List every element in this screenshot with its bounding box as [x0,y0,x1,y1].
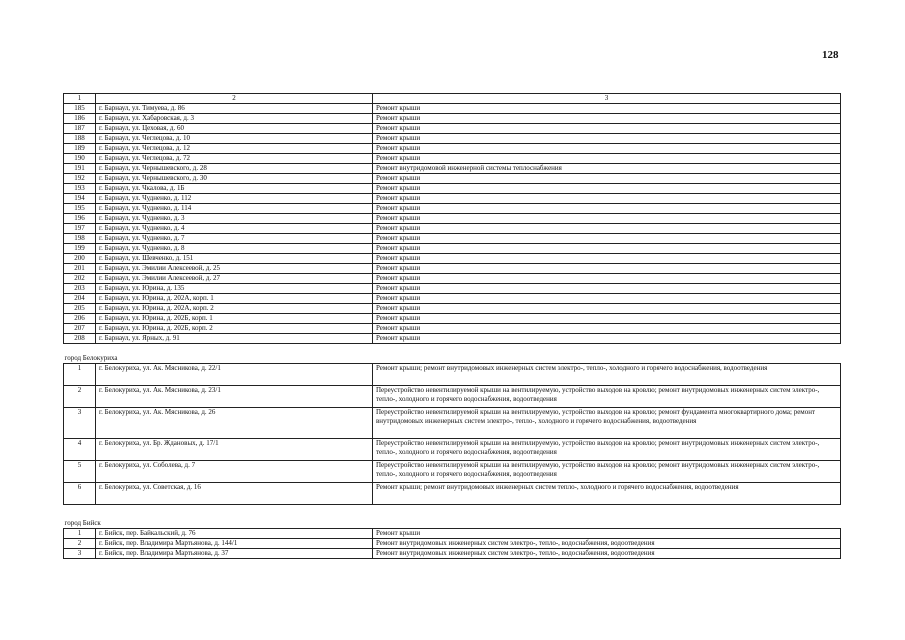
row-address: г. Барнаул, ул. Юрина, д. 202Б, корп. 2 [96,324,373,334]
row-address: г. Барнаул, ул. Чудненко, д. 8 [96,244,373,254]
row-address: г. Барнаул, ул. Хабаровская, д. 3 [96,114,373,124]
row-address: г. Барнаул, ул. Чудненко, д. 7 [96,234,373,244]
row-work-type: Ремонт крыши [373,324,841,334]
column-header-3: 3 [373,94,841,104]
table-row [64,408,841,439]
row-number: 200 [64,254,96,264]
row-work-type: Ремонт крыши [373,124,841,134]
row-address: г. Барнаул, ул. Цеховая, д. 60 [96,124,373,134]
row-work-type: Ремонт крыши [373,274,841,284]
table-row [64,164,841,174]
row-number: 186 [64,114,96,124]
row-address: г. Барнаул, ул. Чудненко, д. 114 [96,204,373,214]
table-row [64,144,841,154]
row-work-type: Переустройство невентилируемой крыши на вентилируемую, устройство выходов на кровлю; ремонт внутридомовых инженерных систем электро-, тепло-, холодного и горячего водоснабжения, водоотведения [373,439,841,461]
table-row [64,274,841,284]
row-work-type: Ремонт крыши [373,304,841,314]
row-address: г. Белокуриха, ул. Советская, д. 16 [96,483,373,505]
row-address: г. Бийск, пер. Владимира Мартьянова, д. 144/1 [96,539,373,549]
row-address: г. Белокуриха, ул. Ак. Мясникова, д. 23/1 [96,386,373,408]
table-row [64,439,841,461]
table-row [64,304,841,314]
row-number: 205 [64,304,96,314]
row-work-type: Ремонт крыши [373,184,841,194]
row-work-type: Ремонт крыши [373,214,841,224]
row-address: г. Барнаул, ул. Эмилии Алексеевой, д. 27 [96,274,373,284]
table-row [64,194,841,204]
row-address: г. Белокуриха, ул. Ак. Мясникова, д. 22/1 [96,364,373,386]
row-number: 199 [64,244,96,254]
column-header-2: 2 [96,94,373,104]
row-address: г. Белокуриха, ул. Бр. Ждановых, д. 17/1 [96,439,373,461]
row-number: 192 [64,174,96,184]
row-work-type: Ремонт крыши; ремонт внутридомовых инженерных систем тепло-, холодного и горячего водоснабжения, водоотведения [373,483,841,505]
row-number: 191 [64,164,96,174]
table-row [64,174,841,184]
row-number: 203 [64,284,96,294]
table-row [64,134,841,144]
table-row [64,264,841,274]
table-row [64,244,841,254]
row-work-type: Ремонт крыши [373,154,841,164]
row-number: 4 [64,439,96,461]
row-address: г. Барнаул, ул. Чкалова, д. 1Б [96,184,373,194]
column-header-1: 1 [64,94,96,104]
row-work-type: Ремонт крыши [373,104,841,114]
row-number: 185 [64,104,96,114]
row-number: 194 [64,194,96,204]
table-row [64,324,841,334]
row-work-type: Ремонт крыши; ремонт внутридомовых инженерных систем электро-, тепло-, холодного и горячего водоснабжения, водоотведения [373,364,841,386]
table-row [64,124,841,134]
table-row [64,114,841,124]
table-row [64,234,841,244]
city-section-header [64,354,841,364]
row-address: г. Бийск, пер. Владимира Мартьянова, д. 37 [96,549,373,559]
row-work-type: Переустройство невентилируемой крыши на вентилируемую, устройство выходов на кровлю; ремонт фундамента многоквартирного дома; ремонт внутридомовых инженерных систем электро-, тепло-, холодного и горячего водоснабжения, водоотведения [373,408,841,439]
row-number: 6 [64,483,96,505]
table-row [64,539,841,549]
row-work-type: Ремонт внутридомовых инженерных систем электро-, тепло-, водоснабжения, водоотведения [373,549,841,559]
row-number: 207 [64,324,96,334]
row-work-type: Ремонт крыши [373,194,841,204]
spacer-cell [64,344,841,355]
row-work-type: Ремонт крыши [373,254,841,264]
works-table-body [64,94,841,559]
city-title: город Белокуриха [64,354,841,364]
row-work-type: Ремонт крыши [373,334,841,344]
table-row [64,364,841,386]
row-address: г. Барнаул, ул. Тимуева, д. 86 [96,104,373,114]
row-work-type: Ремонт крыши [373,204,841,214]
table-row [64,224,841,234]
table-row [64,204,841,214]
spacer-cell [64,505,841,520]
row-address: г. Барнаул, ул. Юрина, д. 202А, корп. 2 [96,304,373,314]
row-number: 208 [64,334,96,344]
row-address: г. Барнаул, ул. Чеглецова, д. 10 [96,134,373,144]
table-row [64,104,841,114]
table-row [64,214,841,224]
table-row [64,294,841,304]
row-work-type: Ремонт крыши [373,244,841,254]
works-table [63,93,841,559]
row-work-type: Ремонт крыши [373,144,841,154]
table-row [64,184,841,194]
row-work-type: Ремонт внутридомовой инженерной системы теплоснабжения [373,164,841,174]
section-spacer [64,505,841,520]
row-number: 3 [64,408,96,439]
row-address: г. Барнаул, ул. Юрина, д. 202А, корп. 1 [96,294,373,304]
row-number: 1 [64,529,96,539]
row-work-type: Ремонт крыши [373,174,841,184]
city-title: город Бийск [64,519,841,529]
row-address: г. Бийск, пер. Байкальский, д. 76 [96,529,373,539]
row-number: 201 [64,264,96,274]
table-row [64,549,841,559]
row-number: 1 [64,364,96,386]
row-work-type: Переустройство невентилируемой крыши на вентилируемую, устройство выходов на кровлю; ремонт внутридомовых инженерных систем электро-, тепло-, холодного и горячего водоснабжения, водоотведения [373,386,841,408]
table-row [64,461,841,483]
row-address: г. Белокуриха, ул. Соболева, д. 7 [96,461,373,483]
row-number: 3 [64,549,96,559]
row-work-type: Ремонт внутридомовых инженерных систем электро-, тепло-, водоснабжения, водоотведения [373,539,841,549]
table-row [64,483,841,505]
table-row [64,154,841,164]
table-row [64,314,841,324]
row-address: г. Барнаул, ул. Чеглецова, д. 12 [96,144,373,154]
page-number: 128 [822,49,839,61]
row-work-type: Ремонт крыши [373,224,841,234]
row-number: 197 [64,224,96,234]
row-number: 202 [64,274,96,284]
table-header-row [64,94,841,104]
row-address: г. Белокуриха, ул. Ак. Мясникова, д. 26 [96,408,373,439]
row-address: г. Барнаул, ул. Юрина, д. 135 [96,284,373,294]
row-number: 2 [64,386,96,408]
row-work-type: Ремонт крыши [373,294,841,304]
row-address: г. Барнаул, ул. Чудненко, д. 4 [96,224,373,234]
row-number: 189 [64,144,96,154]
row-number: 187 [64,124,96,134]
table-row [64,334,841,344]
row-work-type: Ремонт крыши [373,114,841,124]
row-number: 198 [64,234,96,244]
row-address: г. Барнаул, ул. Чудненко, д. 3 [96,214,373,224]
row-work-type: Ремонт крыши [373,314,841,324]
row-work-type: Ремонт крыши [373,134,841,144]
row-address: г. Барнаул, ул. Чернышевского, д. 28 [96,164,373,174]
row-address: г. Барнаул, ул. Эмилии Алексеевой, д. 25 [96,264,373,274]
row-work-type: Ремонт крыши [373,234,841,244]
row-number: 193 [64,184,96,194]
row-address: г. Барнаул, ул. Чеглецова, д. 72 [96,154,373,164]
row-address: г. Барнаул, ул. Чернышевского, д. 30 [96,174,373,184]
city-section-header [64,519,841,529]
table-row [64,284,841,294]
row-number: 2 [64,539,96,549]
row-number: 195 [64,204,96,214]
section-spacer [64,344,841,355]
row-address: г. Барнаул, ул. Юрина, д. 202Б, корп. 1 [96,314,373,324]
row-work-type: Ремонт крыши [373,529,841,539]
row-number: 206 [64,314,96,324]
row-number: 204 [64,294,96,304]
row-address: г. Барнаул, ул. Шевченко, д. 151 [96,254,373,264]
row-number: 196 [64,214,96,224]
row-number: 190 [64,154,96,164]
row-work-type: Ремонт крыши [373,264,841,274]
row-number: 5 [64,461,96,483]
table-row [64,529,841,539]
row-address: г. Барнаул, ул. Ярных, д. 91 [96,334,373,344]
row-address: г. Барнаул, ул. Чудненко, д. 112 [96,194,373,204]
table-row [64,386,841,408]
table-row [64,254,841,264]
row-work-type: Переустройство невентилируемой крыши на вентилируемую, устройство выходов на кровлю; ремонт внутридомовых инженерных систем электро-, тепло-, холодного и горячего водоснабжения, водоотведения [373,461,841,483]
row-number: 188 [64,134,96,144]
row-work-type: Ремонт крыши [373,284,841,294]
